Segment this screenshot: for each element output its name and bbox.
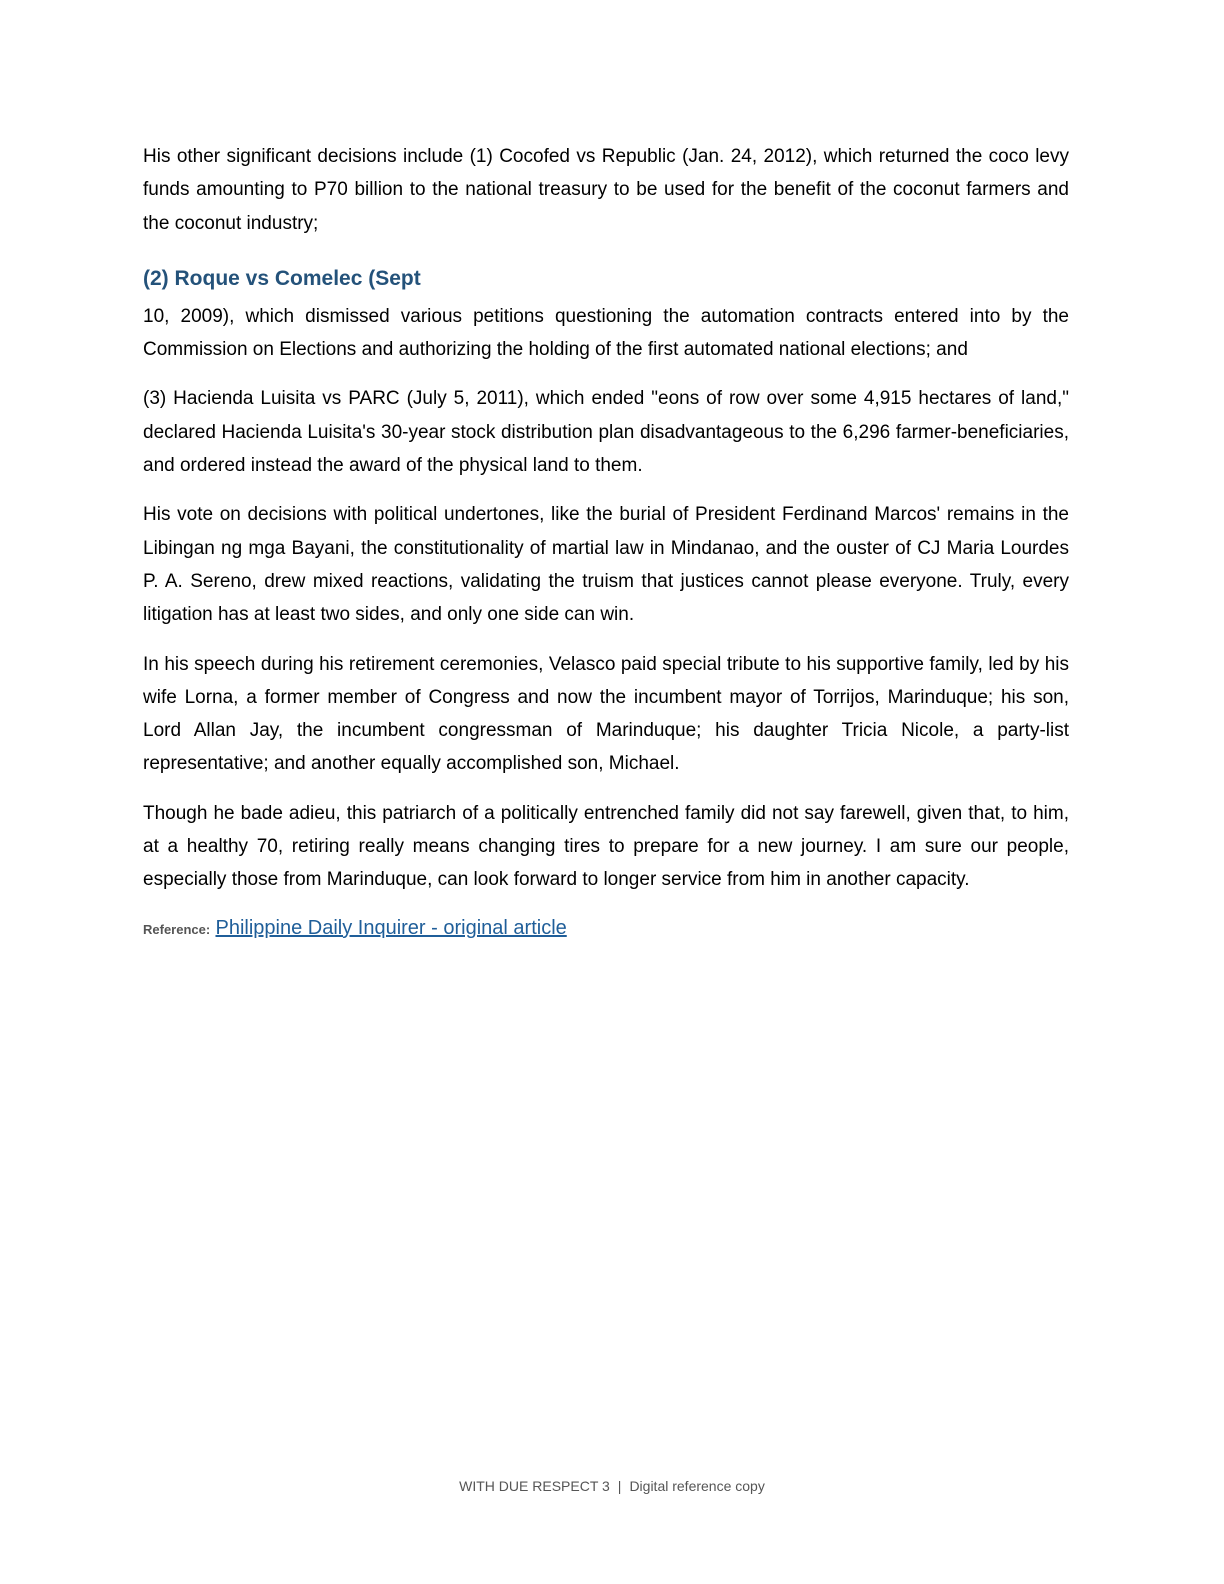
paragraph-roque: 10, 2009), which dismissed various petitions questioning the automation contracts entered into by the Commission on Elections and authorizing the holding of the first automated national elections; and — [143, 305, 1069, 361]
paragraph-hacienda-luisita: (3) Hacienda Luisita vs PARC (July 5, 2011), which ended "eons of row over some 4,915 hectares of land," declared Hacienda Luisita's 30-year stock distribution plan disadvantageous to the 6,296 farmer-beneficiaries, and ordered instead the award of the physical land to them. — [143, 388, 1069, 477]
page-footer — [0, 1478, 1224, 1494]
paragraph-political-votes: His vote on decisions with political undertones, like the burial of President Ferdinand Marcos' remains in the Libingan ng mga Bayani, the constitutionality of martial law in Mindanao, and the ouster of CJ Maria Lourdes P. A. Sereno, drew mixed reactions, validating the truism that justices cannot please everyone. Truly, every litigation has at least two sides, and only one side can win. — [143, 504, 1069, 626]
footer-page-label: WITH DUE RESPECT 3 — [459, 1478, 610, 1494]
footer-copy-label: Digital reference copy — [629, 1478, 765, 1494]
reference-link[interactable]: Philippine Daily Inquirer - original article — [215, 916, 567, 939]
paragraph-cocofed: His other significant decisions include (1) Cocofed vs Republic (Jan. 24, 2012), which returned the coco levy funds amounting to P70 billion to the national treasury to be used for the benefit of the coconut farmers and the coconut industry; — [143, 146, 1069, 234]
footer-separator: | — [617, 1478, 622, 1494]
section-heading: (2) Roque vs Comelec (Sept — [143, 266, 421, 290]
paragraph-retirement-speech: In his speech during his retirement ceremonies, Velasco paid special tribute to his supportive family, led by his wife Lorna, a former member of Congress and now the incumbent mayor of Torrijos, Marinduque; his son, Lord Allan Jay, the incumbent congressman of Marinduque; his daughter Tricia Nicole, a party-list representative; and another equally accomplished son, Michael. — [143, 653, 1069, 775]
reference-line — [143, 913, 1069, 945]
document-body — [143, 140, 1069, 945]
paragraph-farewell: Though he bade adieu, this patriarch of a politically entrenched family did not say farewell, given that, to him, at a healthy 70, retiring really means changing tires to prepare for a new journey. I am sure our people, especially those from Marinduque, can look forward to longer service from him in another capacity. — [143, 802, 1069, 891]
reference-label: Reference: — [143, 921, 211, 937]
